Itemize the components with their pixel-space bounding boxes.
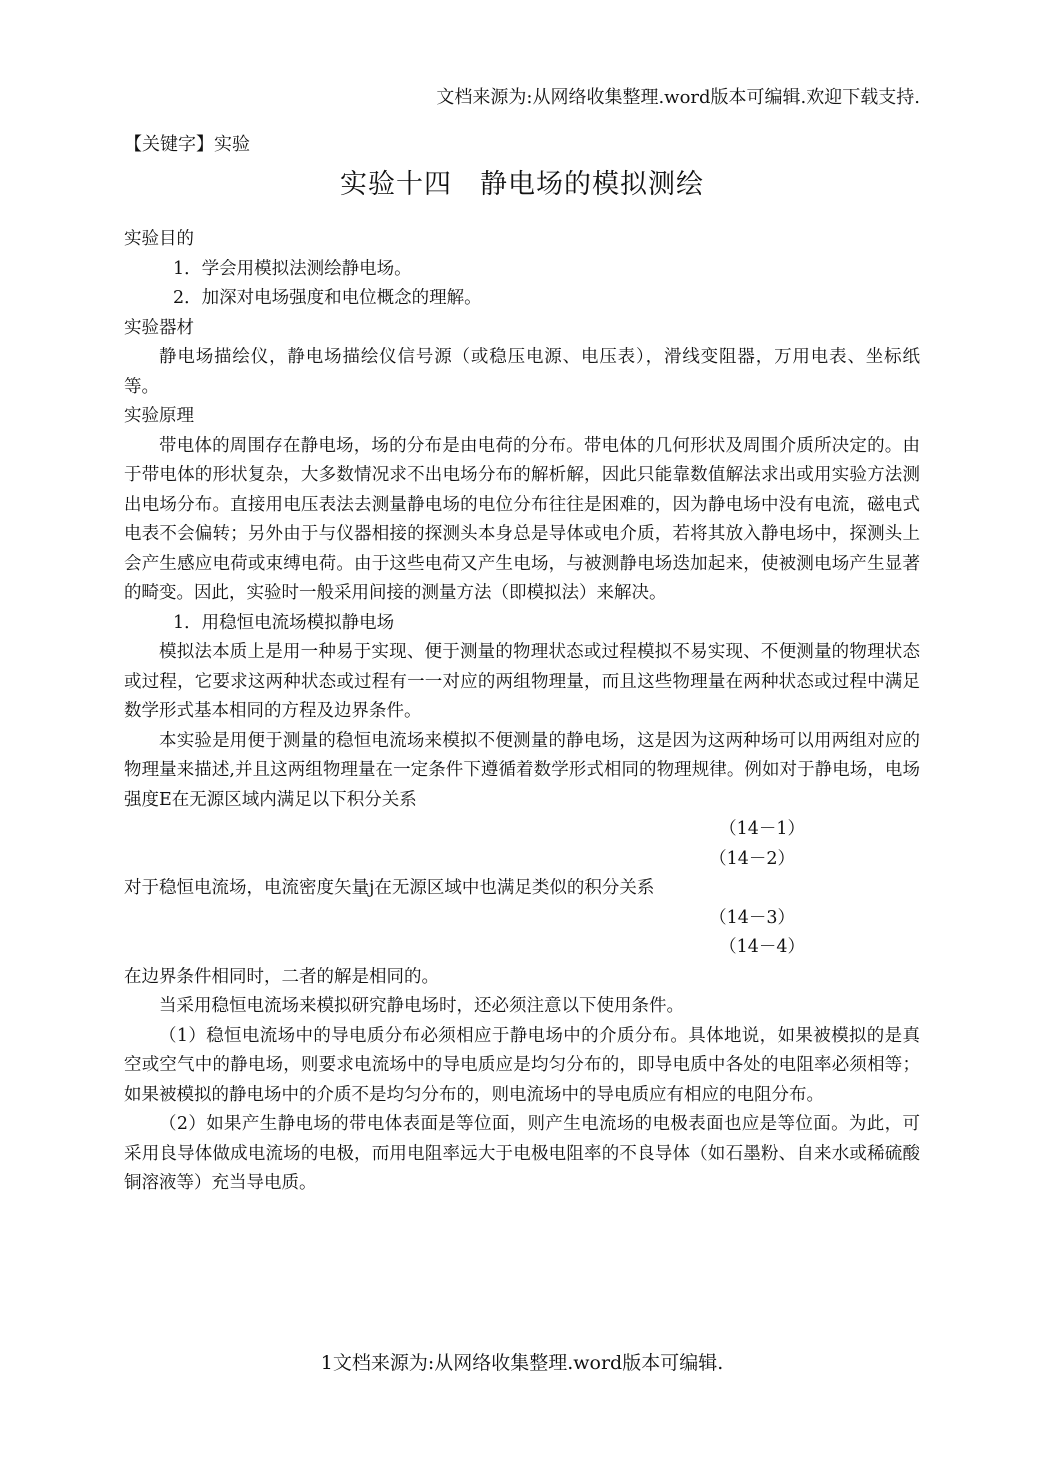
section-heading-principle: 实验原理 bbox=[124, 406, 194, 426]
page-footer: 1文档来源为:从网络收集整理.word版本可编辑. bbox=[320, 1352, 724, 1374]
condition-2: （2）如果产生静电场的带电体表面是等位面，则产生电流场的电极表面也应是等位面。为此，可采用良导体做成电流场的电极，而用电阻率远大于电极电阻率的不良导体（如石墨粉、自来水或稀硫酸铜溶液等）充当导电质。 bbox=[124, 1114, 920, 1193]
principle-paragraph-6: 当采用稳恒电流场来模拟研究静电场时，还必须注意以下使用条件。 bbox=[159, 996, 684, 1016]
condition-1: （1）稳恒电流场中的导电质分布必须相应于静电场中的介质分布。具体地说，如果被模拟的是真空或空气中的静电场，则要求电流场中的导电质应是均匀分布的，即导电质中各处的电阻率必须相等；如果被模拟的静电场中的介质不是均匀分布的，则电流场中的导电质应有相应的电阻分布。 bbox=[124, 1025, 920, 1105]
equipment-text: 静电场描绘仪，静电场描绘仪信号源（或稳压电源、电压表），滑线变阻器，万用电表、坐标纸等。 bbox=[124, 347, 920, 397]
equation-number-14-3: （14－3） bbox=[709, 907, 795, 928]
subsection-heading-1: 1．用稳恒电流场模拟静电场 bbox=[173, 612, 395, 633]
header-note: 文档来源为:从网络收集整理.word版本可编辑.欢迎下载支持. bbox=[436, 87, 920, 108]
equation-number-14-4: （14－4） bbox=[719, 937, 805, 957]
principle-paragraph-4: 对于稳恒电流场，电流密度矢量j在无源区域中也满足类似的积分关系 bbox=[124, 878, 655, 898]
section-heading-purpose: 实验目的 bbox=[124, 229, 194, 249]
equation-number-14-1: （14－1） bbox=[719, 819, 805, 839]
document-body bbox=[124, 225, 920, 1199]
keyword-line: 【关键字】实验 bbox=[124, 134, 250, 155]
purpose-item-2: 2．加深对电场强度和电位概念的理解。 bbox=[173, 288, 482, 308]
principle-paragraph-2: 模拟法本质上是用一种易于实现、便于测量的物理状态或过程模拟不易实现、不便测量的物理状态或过程，它要求这两种状态或过程有一一对应的两组物理量，而且这些物理量在两种状态或过程中满足数学形式基本相同的方程及边界条件。 bbox=[124, 642, 920, 721]
principle-paragraph-1: 带电体的周围存在静电场，场的分布是由电荷的分布。带电体的几何形状及周围介质所决定的。由于带电体的形状复杂，大多数情况求不出电场分布的解析解，因此只能靠数值解法求出或用实验方法测出电场分布。直接用电压表法去测量静电场的电位分布往往是困难的，因为静电场中没有电流，磁电式电表不会偏转；另外由于与仪器相接的探测头本身总是导体或电介质，若将其放入静电场中，探测头上会产生感应电荷或束缚电荷。由于这些电荷又产生电场，与被测静电场迭加起来，使被测电场产生显著的畸变。因此，实验时一般采用间接的测量方法（即模拟法）来解决。 bbox=[124, 435, 920, 603]
equation-number-14-2: （14－2） bbox=[709, 848, 795, 869]
purpose-item-1: 1．学会用模拟法测绘静电场。 bbox=[173, 258, 412, 279]
principle-paragraph-3: 本实验是用便于测量的稳恒电流场来模拟不便测量的静电场，这是因为这两种场可以用两组对应的物理量来描述,并且这两组物理量在一定条件下遵循着数学形式相同的物理规律。例如对于静电场，电场强度E在无源区域内满足以下积分关系 bbox=[124, 730, 920, 810]
section-heading-equipment: 实验器材 bbox=[124, 317, 194, 338]
page-title: 实验十四 静电场的模拟测绘 bbox=[340, 169, 704, 200]
principle-paragraph-5: 在边界条件相同时，二者的解是相同的。 bbox=[124, 966, 439, 987]
